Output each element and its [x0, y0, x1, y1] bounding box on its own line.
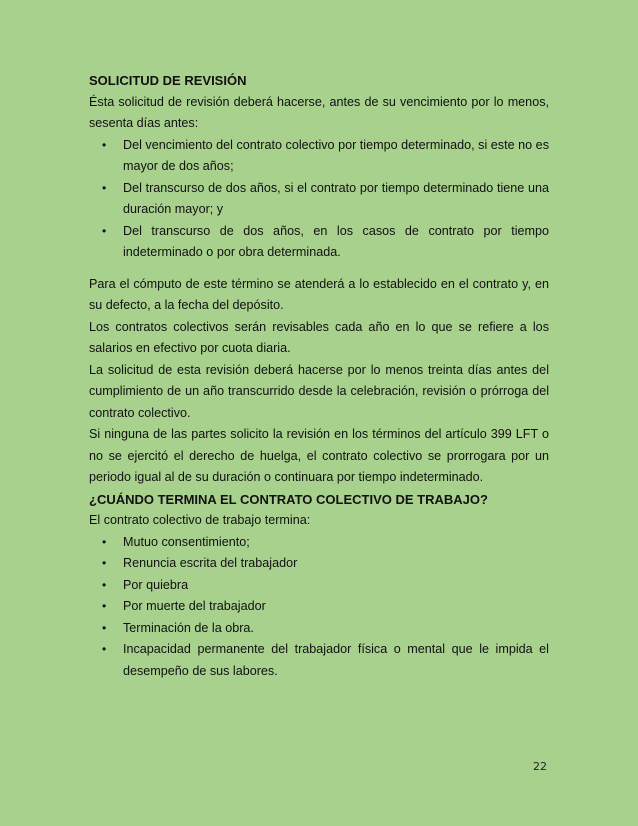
paragraph-computo: Para el cómputo de este término se atenderá a lo establecido en el contrato y, en su defecto, a la fecha del depósito.	[89, 276, 549, 312]
list-item	[89, 221, 549, 264]
list-item	[89, 618, 549, 640]
bullet-icon: •	[102, 642, 107, 656]
list-item-text: Mutuo consentimiento;	[123, 534, 250, 549]
list-item-text: Incapacidad permanente del trabajador física o mental que le impida el desempeño de sus labores.	[123, 642, 549, 678]
bullet-icon: •	[102, 180, 107, 195]
bullet-icon: •	[102, 620, 107, 635]
list-item-text: Por quiebra	[123, 577, 189, 592]
list-item-text: Por muerte del trabajador	[123, 599, 266, 613]
section-title-solicitud: SOLICITUD DE REVISIÓN	[89, 73, 247, 88]
bullet-icon: •	[102, 556, 107, 570]
bullet-icon: •	[102, 223, 107, 238]
bullet-list-revision	[89, 135, 549, 264]
bullet-list-terminacion	[89, 532, 549, 683]
list-item	[89, 532, 549, 554]
bullet-icon: •	[102, 577, 107, 592]
list-item	[89, 553, 549, 575]
section-title-termina: ¿CUÁNDO TERMINA EL CONTRATO COLECTIVO DE TRABAJO?	[89, 491, 488, 507]
bullet-icon: •	[102, 534, 107, 549]
bullet-icon: •	[102, 137, 107, 152]
list-item	[89, 178, 549, 221]
list-item-text: Del transcurso de dos años, si el contrato por tiempo determinado tiene una duración mayor; y	[123, 180, 549, 216]
list-item-text: Del vencimiento del contrato colectivo por tiempo determinado, si este no es mayor de dos años;	[123, 137, 549, 173]
list-item-text: Terminación de la obra.	[123, 620, 254, 635]
list-item-text: Renuncia escrita del trabajador	[123, 556, 298, 570]
section-intro: El contrato colectivo de trabajo termina:	[89, 513, 311, 527]
bullet-icon: •	[102, 599, 107, 613]
paragraph-solicitud: La solicitud de esta revisión deberá hacerse por lo menos treinta días antes del cumplimiento de un año transcurrido desde la celebración, revisión o prórroga del contrato colectivo.	[89, 362, 549, 420]
list-item	[89, 596, 549, 618]
page-content	[89, 70, 549, 682]
section-intro: Ésta solicitud de revisión deberá hacerse, antes de su vencimiento por lo menos, sesenta días antes:	[89, 94, 549, 130]
paragraph-revisables: Los contratos colectivos serán revisables cada año en lo que se refiere a los salarios en efectivo por cuota diaria.	[89, 319, 549, 355]
list-item	[89, 639, 549, 682]
spacer	[89, 264, 549, 274]
page-number: 22	[533, 760, 547, 773]
list-item	[89, 135, 549, 178]
list-item-text: Del transcurso de dos años, en los casos de contrato por tiempo indeterminado o por obra determinada.	[123, 223, 549, 259]
paragraph-prorroga: Si ninguna de las partes solicito la revisión en los términos del artículo 399 LFT o no se ejercitó el derecho de huelga, el contrato colectivo se prorrogara por un periodo igual al de su duración o continuara por tiempo indeterminado.	[89, 427, 549, 484]
list-item	[89, 575, 549, 597]
